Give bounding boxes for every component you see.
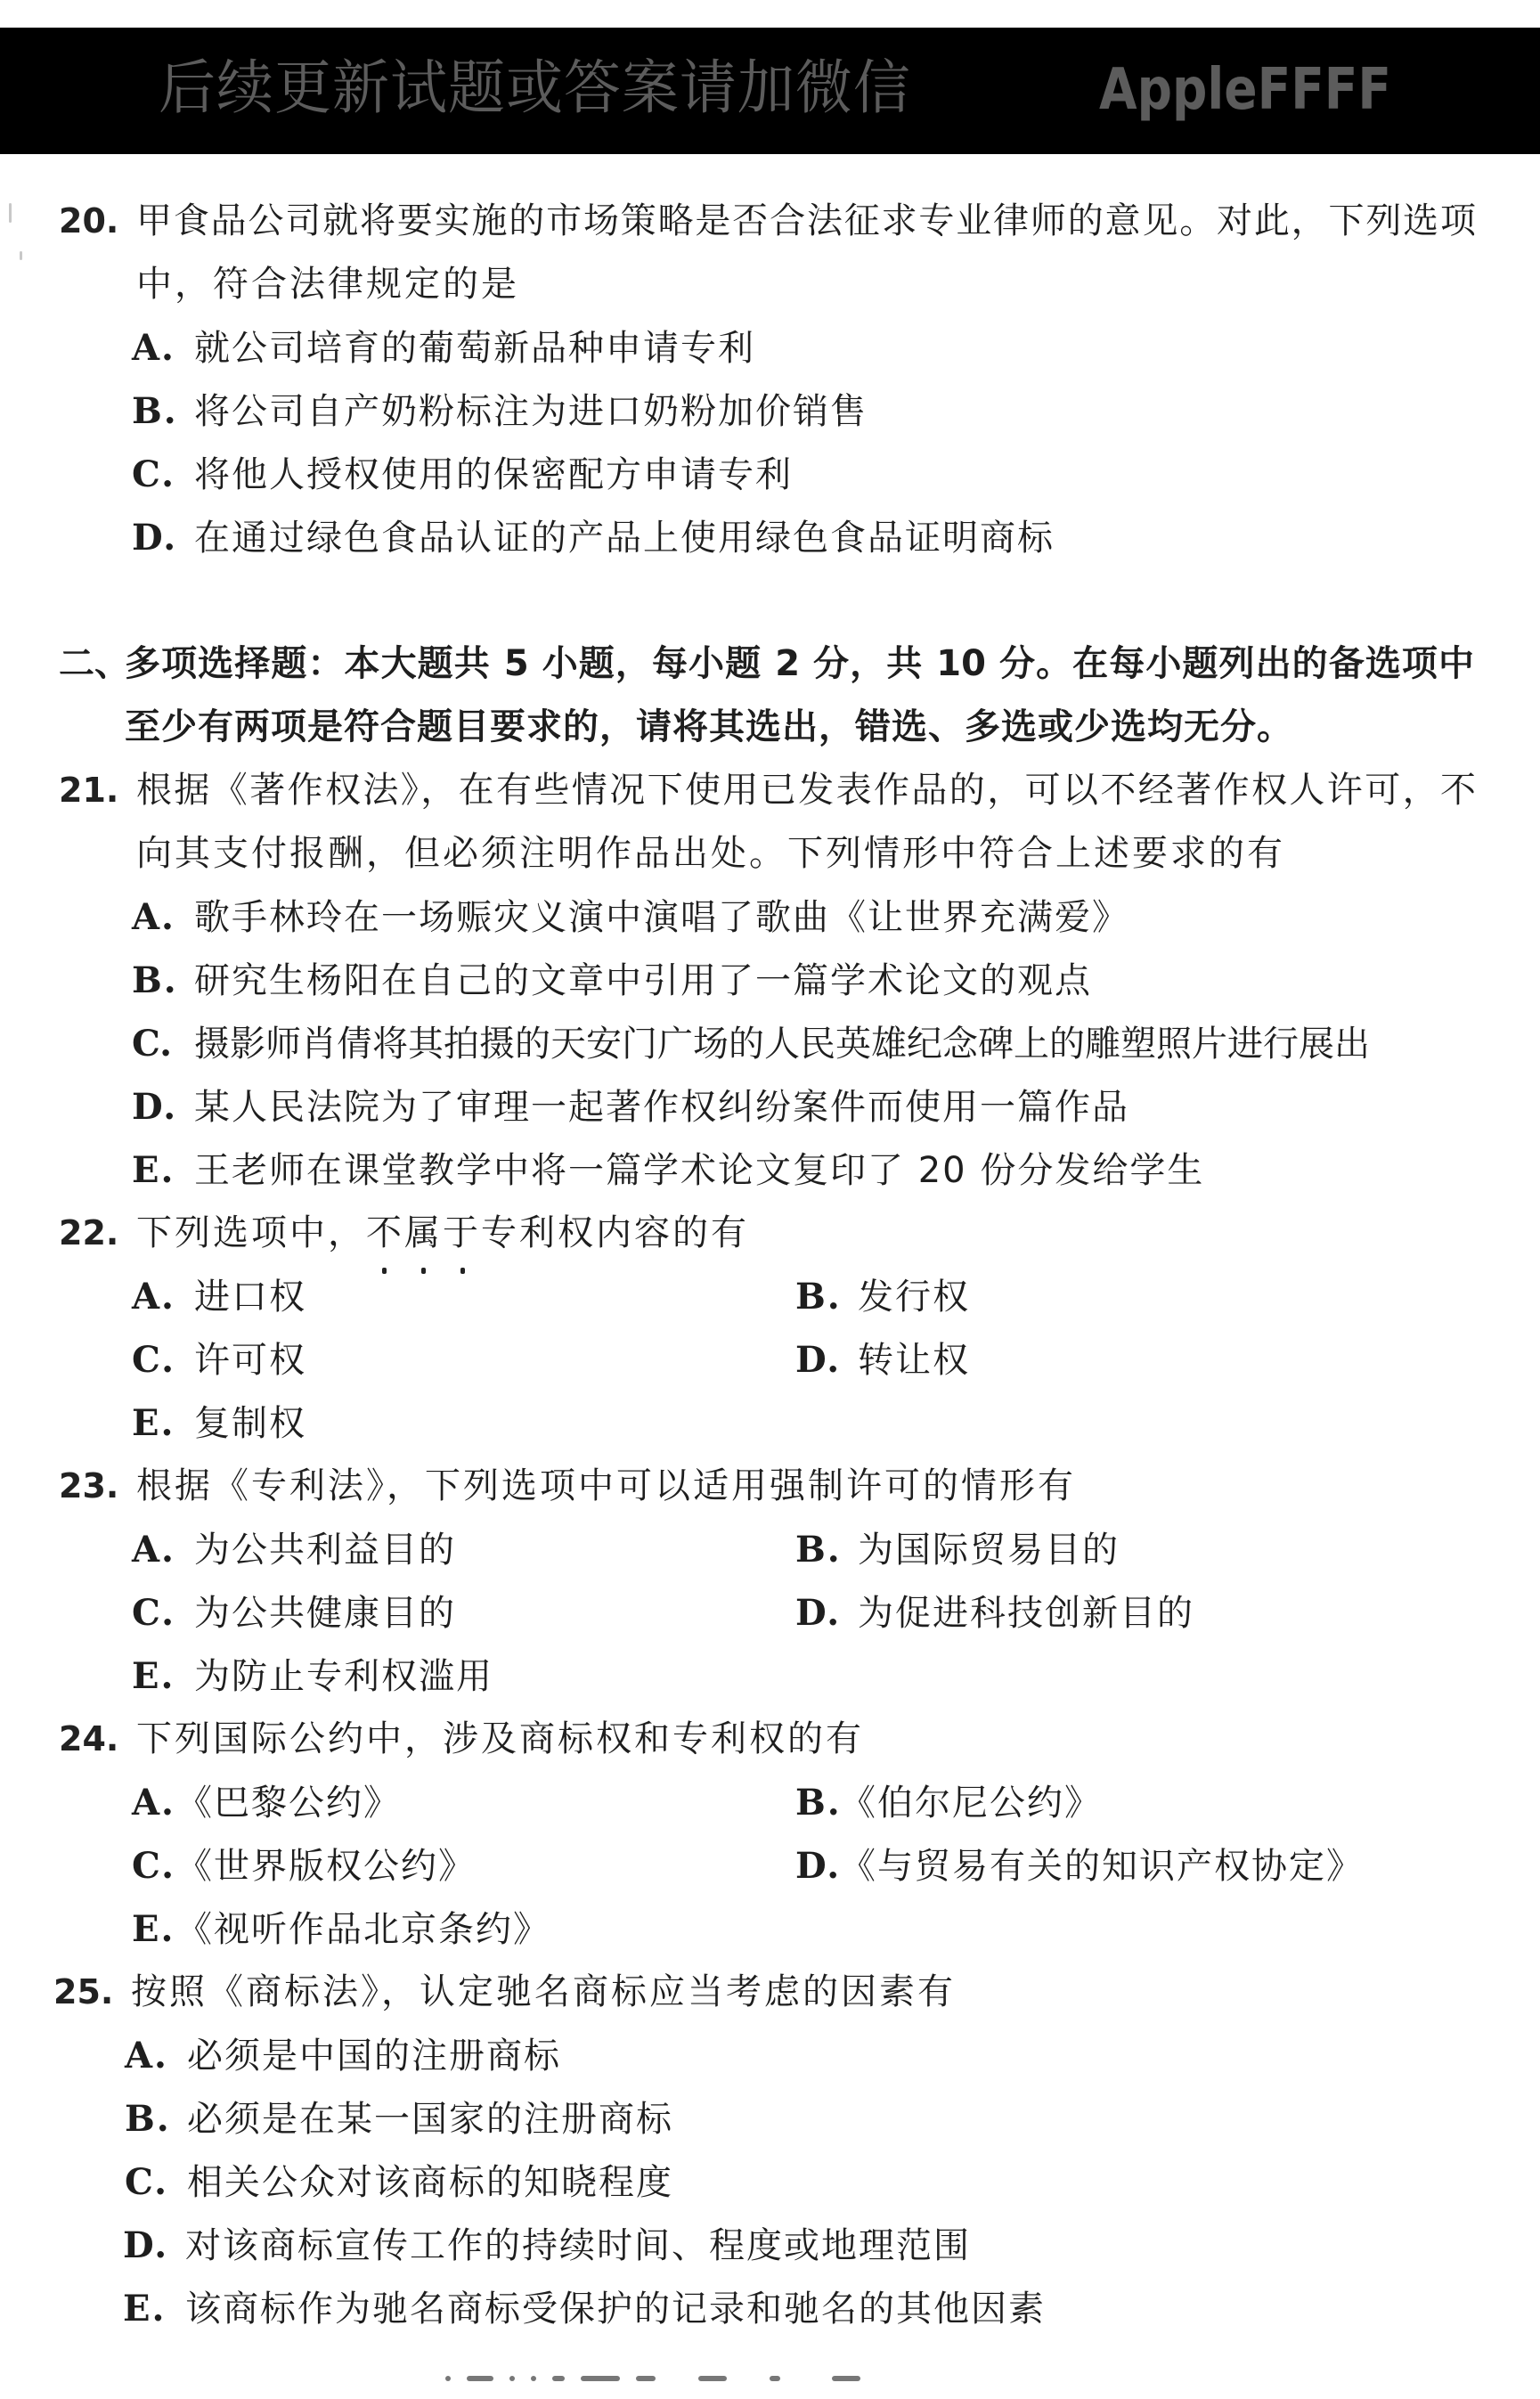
option-text: 必须是在某一国家的注册商标: [187, 2099, 673, 2140]
question-number: 22.: [59, 1213, 119, 1253]
option-letter: B.: [795, 1276, 842, 1318]
banner-notice-text: 后续更新试题或答案请加微信: [159, 53, 911, 122]
option-b[interactable]: [132, 949, 1092, 1013]
question-text: 甲食品公司就将要实施的市场策略是否合法征求专业律师的意见。对此，下列选项: [136, 200, 1476, 241]
option-line: [0, 2214, 1540, 2277]
option-line: [0, 1897, 1540, 1961]
option-letter: E.: [132, 1149, 175, 1191]
option-b[interactable]: [795, 1265, 970, 1329]
option-text: 为防止专利权滥用: [194, 1656, 493, 1697]
option-text: 《与贸易有关的知识产权协定》: [840, 1846, 1364, 1887]
option-c[interactable]: [132, 1581, 456, 1645]
option-text: 相关公众对该商标的知晓程度: [187, 2162, 673, 2203]
option-text: 研究生杨阳在自己的文章中引用了一篇学术论文的观点: [194, 960, 1092, 1001]
footer-mark: [467, 2376, 493, 2381]
question-text: 中，符合法律规定的是: [136, 264, 519, 305]
question-number: 21.: [59, 771, 119, 810]
option-letter: A.: [132, 327, 175, 369]
question-line: [0, 1708, 1540, 1771]
footer-mark: [636, 2376, 656, 2381]
option-d[interactable]: [795, 1328, 970, 1392]
option-text: 为促进科技创新目的: [858, 1593, 1194, 1634]
option-letter: C.: [125, 2161, 169, 2203]
option-text: 转让权: [858, 1340, 970, 1381]
question-line: [0, 822, 1540, 885]
option-d[interactable]: [132, 1075, 1129, 1139]
option-text: 发行权: [858, 1277, 970, 1318]
option-text: 为国际贸易目的: [858, 1530, 1120, 1571]
option-a[interactable]: [125, 2024, 561, 2088]
question-text: 按照《商标法》，认定驰名商标应当考虑的因素有: [131, 1971, 956, 2012]
emphasis-words: 不属于: [366, 1212, 481, 1253]
option-c[interactable]: [132, 1328, 306, 1392]
option-letter: D.: [795, 1845, 842, 1887]
question-text: [136, 1202, 749, 1265]
option-line: [0, 1581, 1540, 1644]
option-text: 《巴黎公约》: [176, 1783, 401, 1824]
option-c[interactable]: [125, 2150, 673, 2215]
option-line: [0, 1771, 1540, 1834]
option-line: [0, 885, 1540, 949]
question-21: [0, 759, 1540, 1202]
option-text: 将他人授权使用的保密配方申请专利: [194, 454, 793, 495]
section-instructions: 多项选择题：本大题共 5 小题，每小题 2 分，共 10 分。在每小题列出的备选项中: [125, 643, 1474, 684]
question-22: [0, 1202, 1540, 1455]
footer-mark: [698, 2376, 727, 2381]
option-letter: D.: [123, 2224, 169, 2266]
option-letter: A.: [132, 896, 175, 938]
option-a[interactable]: [132, 885, 1129, 950]
option-letter: C.: [132, 1845, 176, 1887]
option-letter: D.: [132, 1086, 178, 1128]
option-letter: B.: [132, 959, 178, 1001]
question-line: [0, 1455, 1540, 1518]
option-e[interactable]: [132, 1391, 306, 1456]
option-letter: A.: [132, 1782, 175, 1824]
banner-wechat-id: AppleFFFF: [1099, 57, 1391, 123]
option-line: [0, 2024, 1540, 2087]
question-line: [0, 1202, 1540, 1265]
option-text: 复制权: [194, 1403, 306, 1444]
option-text: 《伯尔尼公约》: [840, 1783, 1102, 1824]
option-line: [0, 1518, 1540, 1581]
question-text: 根据《专利法》，下列选项中可以适用强制许可的情形有: [136, 1465, 1076, 1506]
option-e[interactable]: [132, 1138, 1204, 1203]
option-line: [0, 2150, 1540, 2214]
question-23: [0, 1455, 1540, 1708]
option-letter: A.: [132, 1276, 175, 1318]
option-line: [0, 379, 1540, 443]
option-c[interactable]: [132, 443, 793, 507]
question-line: [0, 253, 1540, 316]
exam-page-content: [0, 190, 1540, 2340]
question-text: 向其支付报酬，但必须注明作品出处。下列情形中符合上述要求的有: [136, 833, 1285, 874]
footer-mark: [552, 2376, 565, 2381]
option-text: 摄影师肖倩将其拍摄的天安门广场的人民英雄纪念碑上的雕塑照片进行展出: [194, 1024, 1370, 1065]
option-a[interactable]: [132, 1771, 401, 1835]
option-line: [0, 1012, 1540, 1075]
section-number: 二、: [59, 643, 130, 684]
question-line: [0, 1961, 1540, 2024]
footer-mark: [832, 2376, 860, 2381]
option-letter: C.: [132, 453, 176, 495]
question-text-suffix: 专利权内容的有: [481, 1212, 749, 1253]
option-d[interactable]: [123, 2214, 971, 2278]
option-text: 必须是中国的注册商标: [187, 2036, 561, 2077]
option-letter: D.: [132, 517, 178, 559]
footer-mark: [509, 2376, 515, 2381]
option-line: [0, 949, 1540, 1012]
question-line: [0, 759, 1540, 822]
question-number: 24.: [59, 1719, 119, 1758]
option-letter: B.: [125, 2098, 171, 2140]
emphasized-text: [366, 1212, 481, 1253]
option-b[interactable]: [795, 1518, 1120, 1582]
option-b[interactable]: [795, 1771, 1102, 1835]
option-letter: E.: [132, 1908, 175, 1950]
option-text: 歌手林玲在一场赈灾义演中演唱了歌曲《让世界充满爱》: [194, 897, 1129, 938]
question-24: [0, 1708, 1540, 1961]
question-text: 根据《著作权法》，在有些情况下使用已发表作品的，可以不经著作权人许可，不: [136, 770, 1476, 811]
option-letter: A.: [132, 1529, 175, 1571]
option-line: [0, 1138, 1540, 1202]
option-letter: B.: [132, 390, 178, 432]
option-text: 为公共健康目的: [194, 1593, 456, 1634]
option-c[interactable]: [132, 1834, 476, 1898]
option-letter: E.: [123, 2288, 167, 2330]
footer-mark: [581, 2376, 620, 2381]
option-letter: B.: [795, 1782, 842, 1824]
question-number: 20.: [59, 201, 119, 241]
option-text: 就公司培育的葡萄新品种申请专利: [194, 328, 755, 369]
page-footer-fragment: [445, 2373, 1069, 2384]
option-e[interactable]: [123, 2277, 1046, 2341]
question-text-prefix: 下列选项中，: [136, 1212, 366, 1253]
spacer: [0, 569, 1540, 632]
option-letter: D.: [795, 1339, 842, 1381]
option-line: [0, 2087, 1540, 2150]
option-line: [0, 2277, 1540, 2340]
option-d[interactable]: [795, 1834, 1364, 1898]
option-c[interactable]: [132, 1012, 1370, 1076]
option-line: [0, 1328, 1540, 1391]
option-line: [0, 1075, 1540, 1138]
option-d[interactable]: [795, 1581, 1194, 1645]
footer-mark: [770, 2376, 780, 2381]
question-number: 25.: [53, 1972, 114, 2011]
watermark-banner: [0, 28, 1540, 154]
question-20: [0, 190, 1540, 569]
section-line: [0, 632, 1540, 696]
option-line: [0, 443, 1540, 506]
option-text: 对该商标宣传工作的持续时间、程度或地理范围: [185, 2225, 971, 2266]
footer-mark: [531, 2376, 536, 2381]
option-line: [0, 1265, 1540, 1328]
option-letter: E.: [132, 1655, 175, 1697]
option-text: 在通过绿色食品认证的产品上使用绿色食品证明商标: [194, 518, 1055, 559]
question-line: [0, 190, 1540, 253]
option-letter: E.: [132, 1402, 175, 1444]
option-b[interactable]: [125, 2087, 673, 2151]
option-a[interactable]: [132, 1518, 456, 1582]
section-instructions: 至少有两项是符合题目要求的，请将其选出，错选、多选或少选均无分。: [125, 706, 1293, 747]
option-line: [0, 506, 1540, 569]
option-a[interactable]: [132, 1265, 306, 1329]
question-25: [0, 1961, 1540, 2340]
option-text: 为公共利益目的: [194, 1530, 456, 1571]
option-line: [0, 1834, 1540, 1897]
section-header-multiple-choice: [0, 632, 1540, 759]
option-line: [0, 1644, 1540, 1708]
option-d[interactable]: [132, 506, 1055, 570]
question-text: 下列国际公约中，涉及商标权和专利权的有: [136, 1718, 864, 1759]
option-letter: C.: [132, 1339, 176, 1381]
question-number: 23.: [59, 1466, 119, 1505]
option-letter: C.: [132, 1023, 173, 1065]
option-a[interactable]: [132, 316, 755, 380]
option-text: 进口权: [194, 1277, 306, 1318]
option-text: 王老师在课堂教学中将一篇学术论文复印了 20 份分发给学生: [194, 1150, 1205, 1191]
option-text: 某人民法院为了审理一起著作权纠纷案件而使用一篇作品: [194, 1087, 1129, 1128]
option-e[interactable]: [132, 1897, 550, 1962]
option-text: 《视听作品北京条约》: [176, 1909, 550, 1950]
option-letter: A.: [125, 2035, 168, 2077]
footer-mark: [445, 2376, 451, 2381]
option-letter: C.: [132, 1592, 176, 1634]
section-line: [0, 696, 1540, 759]
option-b[interactable]: [132, 379, 868, 444]
option-letter: D.: [795, 1592, 842, 1634]
option-text: 《世界版权公约》: [176, 1846, 476, 1887]
option-text: 该商标作为驰名商标受保护的记录和驰名的其他因素: [185, 2289, 1046, 2330]
option-letter: B.: [795, 1529, 842, 1571]
option-text: 许可权: [194, 1340, 306, 1381]
option-e[interactable]: [132, 1644, 493, 1709]
option-text: 将公司自产奶粉标注为进口奶粉加价销售: [194, 391, 868, 432]
option-line: [0, 316, 1540, 379]
option-line: [0, 1391, 1540, 1455]
